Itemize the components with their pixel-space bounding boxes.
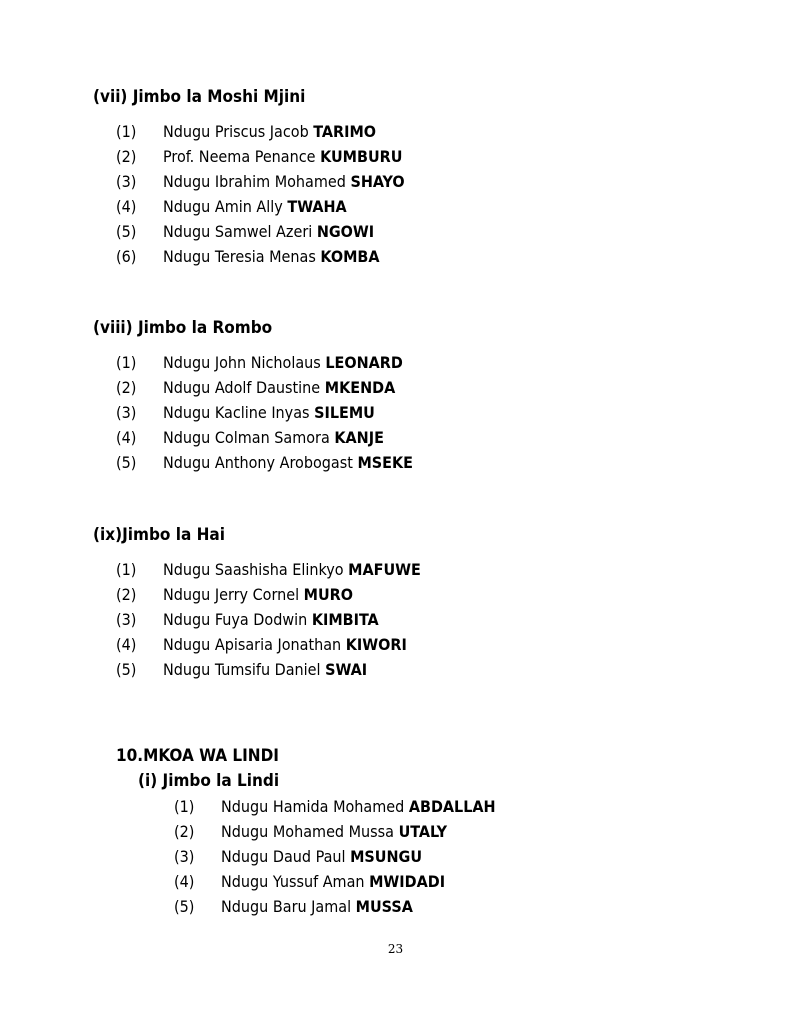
item-name: Ndugu Colman Samora KANJE [163,428,384,447]
item-surname: TWAHA [287,197,347,216]
page-number: 23 [387,942,404,956]
item-name: Ndugu Baru Jamal MUSSA [221,897,413,916]
item-name: Ndugu Hamida Mohamed ABDALLAH [221,797,496,816]
item-surname: KOMBA [320,247,380,266]
item-name: Ndugu Tumsifu Daniel SWAI [163,660,368,679]
item-name: Ndugu Mohamed Mussa UTALY [221,822,448,841]
item-name: Ndugu Samwel Azeri NGOWI [163,222,375,241]
item-name: Ndugu Teresia Menas KOMBA [163,247,380,266]
item-name: Ndugu Apisaria Jonathan KIWORI [163,635,407,654]
subsection-heading-lindi: (i) Jimbo la Lindi [138,771,280,791]
item-surname: MSUNGU [350,847,423,866]
item-surname: MWIDADI [369,872,446,891]
item-number: (4) [116,428,137,447]
item-number: (5) [174,897,195,916]
item-surname: SWAI [325,660,368,679]
item-surname: KANJE [334,428,384,447]
region-heading-lindi: 10.MKOA WA LINDI [116,746,279,766]
section-heading-hai: (ix)Jimbo la Hai [93,525,225,545]
item-number: (3) [116,172,137,191]
item-number: (2) [116,585,137,604]
item-surname: SILEMU [314,403,375,422]
item-name: Ndugu Ibrahim Mohamed SHAYO [163,172,405,191]
item-surname: MURO [303,585,353,604]
item-name: Ndugu Kacline Inyas SILEMU [163,403,375,422]
item-surname: KIMBITA [311,610,379,629]
item-number: (4) [174,872,195,891]
item-name: Prof. Neema Penance KUMBURU [163,147,403,166]
item-surname: SHAYO [350,172,405,191]
item-surname: KIWORI [345,635,407,654]
item-number: (1) [174,797,195,816]
item-surname: MAFUWE [348,560,421,579]
item-surname: TARIMO [313,122,377,141]
item-name: Ndugu Anthony Arobogast MSEKE [163,453,413,472]
item-number: (5) [116,660,137,679]
section-heading-moshi-mjini: (vii) Jimbo la Moshi Mjini [93,87,306,107]
item-surname: KUMBURU [320,147,403,166]
item-name: Ndugu Yussuf Aman MWIDADI [221,872,446,891]
item-number: (3) [174,847,195,866]
item-name: Ndugu Adolf Daustine MKENDA [163,378,396,397]
item-surname: MKENDA [324,378,396,397]
section-heading-rombo: (viii) Jimbo la Rombo [93,318,273,338]
item-name: Ndugu John Nicholaus LEONARD [163,353,403,372]
item-surname: MUSSA [355,897,413,916]
item-name: Ndugu Daud Paul MSUNGU [221,847,423,866]
item-number: (2) [116,378,137,397]
item-name: Ndugu Jerry Cornel MURO [163,585,353,604]
item-number: (5) [116,453,137,472]
item-surname: UTALY [398,822,448,841]
item-name: Ndugu Priscus Jacob TARIMO [163,122,377,141]
item-number: (6) [116,247,137,266]
item-number: (2) [174,822,195,841]
item-number: (3) [116,403,137,422]
item-name: Ndugu Amin Ally TWAHA [163,197,347,216]
item-surname: MSEKE [357,453,413,472]
item-number: (3) [116,610,137,629]
item-surname: NGOWI [316,222,375,241]
item-number: (1) [116,560,137,579]
item-name: Ndugu Fuya Dodwin KIMBITA [163,610,379,629]
item-number: (4) [116,635,137,654]
item-number: (4) [116,197,137,216]
item-number: (5) [116,222,137,241]
item-number: (2) [116,147,137,166]
item-number: (1) [116,353,137,372]
item-name: Ndugu Saashisha Elinkyo MAFUWE [163,560,421,579]
item-surname: LEONARD [325,353,403,372]
item-surname: ABDALLAH [408,797,496,816]
item-number: (1) [116,122,137,141]
